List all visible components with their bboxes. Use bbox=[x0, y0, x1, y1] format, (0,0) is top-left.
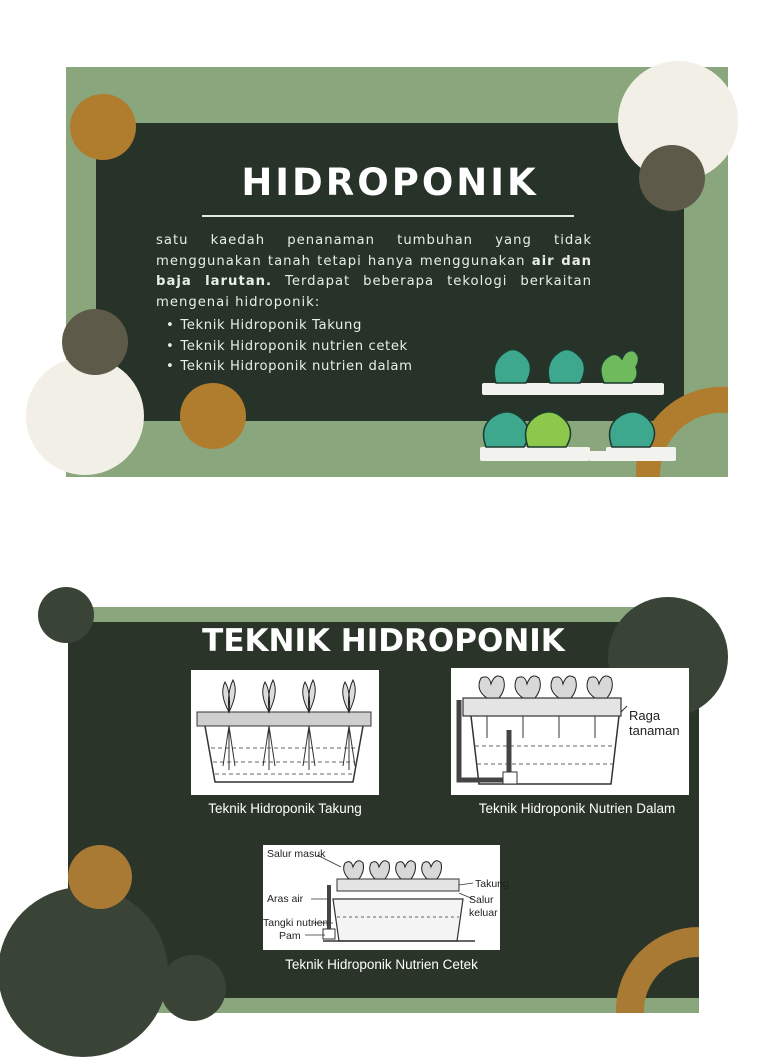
label-keluar: keluar bbox=[469, 907, 498, 919]
decor-circle-cream-bottom-left bbox=[26, 357, 144, 475]
slide-hidroponik bbox=[66, 67, 728, 477]
nutrien-dalam-diagram bbox=[451, 668, 689, 795]
decor-circle-dark-bottom bbox=[160, 955, 226, 1021]
intro-bold-text: air dan baja larutan. bbox=[156, 253, 592, 289]
figure-nutrien-dalam bbox=[451, 668, 689, 795]
intro-paragraph bbox=[156, 231, 592, 313]
title-underline bbox=[202, 215, 574, 217]
caption-nutrien-cetek: Teknik Hidroponik Nutrien Cetek bbox=[285, 957, 478, 972]
decor-circle-ochre-bottom bbox=[180, 383, 246, 449]
technique-list bbox=[166, 316, 413, 378]
slide-title: HIDROPONIK bbox=[241, 161, 539, 204]
decor-circle-dark-bottom-left bbox=[0, 887, 168, 1057]
label-salur-masuk: Salur masuk bbox=[267, 848, 326, 860]
label-pam: Pam bbox=[279, 930, 301, 942]
caption-takung: Teknik Hidroponik Takung bbox=[208, 801, 362, 816]
list-item: • Teknik Hidroponik nutrien cetek bbox=[166, 337, 413, 358]
label-tanaman: tanaman bbox=[629, 723, 680, 738]
decor-circle-ochre-top-left bbox=[70, 94, 136, 160]
decor-ochre-arch bbox=[616, 919, 699, 1013]
caption-nutrien-dalam: Teknik Hidroponik Nutrien Dalam bbox=[478, 801, 676, 816]
hydroponic-plants-illustration bbox=[476, 343, 728, 477]
decor-circle-brown-left bbox=[62, 309, 128, 375]
figure-takung bbox=[191, 670, 379, 795]
takung-diagram bbox=[191, 670, 379, 795]
label-aras-air: Aras air bbox=[267, 893, 304, 905]
list-item: • Teknik Hidroponik nutrien dalam bbox=[166, 357, 413, 378]
decor-circle-ochre-left bbox=[68, 845, 132, 909]
nutrien-cetek-diagram bbox=[263, 845, 509, 950]
figure-nutrien-cetek bbox=[263, 845, 509, 950]
intro-text: satu kaedah penanaman tumbuhan yang tidak menggunakan tanah tetapi hanya menggunakan bbox=[156, 233, 592, 269]
slide-teknik-hidroponik bbox=[68, 607, 699, 1013]
label-salur: Salur bbox=[469, 894, 494, 906]
label-tangki-nutrien: Tangki nutrien bbox=[263, 917, 329, 929]
label-raga: Raga bbox=[629, 708, 661, 723]
intro-text-rest: Terdapat beberapa tekologi berkaitan mengenai hidroponik: bbox=[156, 274, 592, 310]
list-item: • Teknik Hidroponik Takung bbox=[166, 316, 413, 337]
slide-title: TEKNIK HIDROPONIK bbox=[202, 623, 565, 659]
label-takung: Takung bbox=[475, 878, 509, 890]
